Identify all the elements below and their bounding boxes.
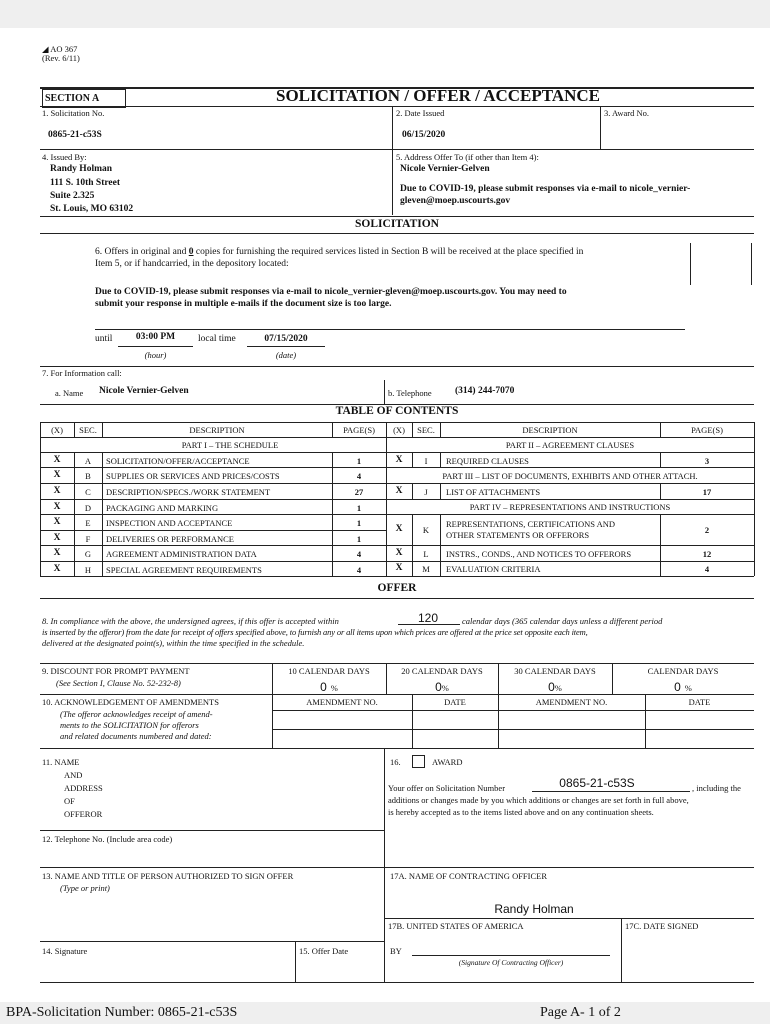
rule <box>440 452 441 467</box>
rule <box>40 663 754 664</box>
toc-sec: G <box>84 549 92 559</box>
footer-page-number: Page A- 1 of 2 <box>540 1005 621 1020</box>
item13-sub: (Type or print) <box>60 883 110 893</box>
toc-sec-k: K <box>422 525 430 535</box>
item8-text-d: delivered at the designated point(s), within the time specified in the schedule. <box>42 638 305 648</box>
issuer-suite: Suite 2.325 <box>50 191 95 201</box>
rule <box>247 346 325 347</box>
toc-mark-l[interactable]: X <box>395 548 403 558</box>
toc-pages-j: 17 <box>702 487 712 497</box>
item6-text <box>95 247 685 257</box>
discount-10-label: 10 CALENDAR DAYS <box>288 666 370 676</box>
rule <box>384 380 385 404</box>
covid-note-2: submit your response in multiple e-mails if the document size is too large. <box>95 299 392 309</box>
offer-to-name: Nicole Vernier-Gelven <box>400 164 490 174</box>
rule <box>40 941 384 942</box>
rule <box>40 233 754 234</box>
covid-note-1: Due to COVID-19, please submit responses via e-mail to nicole_vernier-gleven@moep.uscourts.gov. You may need to <box>95 287 567 297</box>
toc-pages: 4 <box>356 565 362 575</box>
toc-mark[interactable]: X <box>53 455 61 465</box>
toc-mark[interactable]: X <box>53 517 61 527</box>
toc-col-desc: DESCRIPTION <box>189 425 245 435</box>
award-label: AWARD <box>432 757 463 767</box>
toc-sec: F <box>85 534 91 544</box>
rule <box>40 499 386 500</box>
toc-header: TABLE OF CONTENTS <box>335 405 459 417</box>
item17a-label: 17A. NAME OF CONTRACTING OFFICER <box>390 871 548 881</box>
rule <box>386 483 754 484</box>
rule <box>386 561 754 562</box>
toc-pages: 1 <box>356 534 362 544</box>
rule <box>40 530 386 531</box>
toc-pages: 1 <box>356 456 362 466</box>
rule <box>40 216 754 217</box>
date-issued[interactable]: 06/15/2020 <box>402 130 446 140</box>
item6-text-b: copies for furnishing the required services listed in Section B will be received at the place specified in <box>195 247 584 257</box>
rule <box>386 514 754 515</box>
rule <box>40 422 754 423</box>
rule <box>40 467 386 468</box>
toc-part4: PART IV – REPRESENTATIONS AND INSTRUCTIONS <box>469 502 671 512</box>
rule <box>386 467 754 468</box>
deadline-hour[interactable]: 03:00 PM <box>135 332 176 342</box>
rule <box>40 982 754 983</box>
item16-number: 16. <box>390 757 401 767</box>
offer-to-email: gleven@moep.uscourts.gov <box>400 196 511 206</box>
toc-mark[interactable]: X <box>53 470 61 480</box>
toc-col-sec: SEC. <box>79 425 97 435</box>
item7-name-label: a. Name <box>55 388 84 398</box>
hour-caption: (hour) <box>144 350 167 360</box>
deadline-date[interactable]: 07/15/2020 <box>264 334 308 344</box>
discount-30[interactable] <box>498 678 612 696</box>
signature-by-label: BY <box>390 946 402 956</box>
toc-col-x: (X) <box>51 425 63 435</box>
item16-text-c: additions or changes made by you which additions or changes are set forth in full above, <box>388 795 689 805</box>
rule <box>751 243 752 285</box>
item12-label: 12. Telephone No. (Include area code) <box>42 834 173 844</box>
toc-desc-k2: OTHER STATEMENTS OR OFFERORS <box>446 530 590 540</box>
toc-pages-m: 4 <box>704 564 710 574</box>
item8-text-a: 8. In compliance with the above, the undersigned agrees, if this offer is accepted within <box>42 616 339 626</box>
discount-cal-label: CALENDAR DAYS <box>647 666 719 676</box>
item4-label: 4. Issued By: <box>42 152 87 162</box>
rule <box>95 329 685 330</box>
item17b-label: 17B. UNITED STATES OF AMERICA <box>388 921 524 931</box>
toc-col-pages: PAGE(S) <box>343 425 375 435</box>
item15-label: 15. Offer Date <box>299 946 349 956</box>
rule <box>440 483 441 499</box>
toc-pages: 1 <box>356 518 362 528</box>
discount-20-label: 20 CALENDAR DAYS <box>401 666 483 676</box>
rule <box>40 867 754 868</box>
until-label: until <box>95 334 113 344</box>
issuer-city: St. Louis, MO 63102 <box>50 204 134 214</box>
solicitation-header: SOLICITATION <box>355 218 439 230</box>
acceptance-days[interactable]: 120 <box>417 611 439 625</box>
item11-l5: OFFEROR <box>64 809 103 819</box>
section-label: SECTION A <box>42 89 126 108</box>
rule <box>40 514 386 515</box>
rule <box>272 710 754 711</box>
discount-20[interactable] <box>386 678 498 696</box>
toc-part3: PART III – LIST OF DOCUMENTS, EXHIBITS AND OTHER ATTACH. <box>442 471 698 481</box>
amend-date-col-2: DATE <box>688 697 711 707</box>
item5-label: 5. Address Offer To (if other than Item 4): <box>396 152 539 162</box>
toc-pages: 27 <box>354 487 364 497</box>
toc-col-pages-right: PAGE(S) <box>691 425 723 435</box>
item3-label: 3. Award No. <box>604 108 650 118</box>
toc-desc: PACKAGING AND MARKING <box>106 503 219 513</box>
rule <box>384 748 385 982</box>
toc-col-desc-right: DESCRIPTION <box>522 425 578 435</box>
toc-pages-k: 2 <box>704 525 710 535</box>
toc-desc-i: REQUIRED CLAUSES <box>446 456 529 466</box>
toc-pages: 4 <box>356 549 362 559</box>
form-revision: (Rev. 6/11) <box>42 53 80 63</box>
rule <box>40 452 754 453</box>
toc-sec: B <box>85 471 91 481</box>
item9-label: 9. DISCOUNT FOR PROMPT PAYMENT <box>42 666 190 676</box>
solicitation-number[interactable]: 0865-21-c53S <box>48 130 102 140</box>
item16-text-d: is hereby accepted as to the items listed above and on any continuation sheets. <box>388 807 654 817</box>
rule <box>600 106 601 150</box>
item1-label: 1. Solicitation No. <box>42 108 105 118</box>
toc-desc-k1: REPRESENTATIONS, CERTIFICATIONS AND <box>446 519 616 529</box>
award-solicitation-number[interactable]: 0865-21-c53S <box>559 776 635 790</box>
item6-text-c: Item 5, or if handcarried, in the depository located: <box>95 259 289 269</box>
rule <box>532 791 690 792</box>
offer-header: OFFER <box>377 582 417 594</box>
form-number: ◢ AO 367 <box>42 44 78 54</box>
toc-pages-l: 12 <box>702 549 712 559</box>
signature-caption: (Signature Of Contracting Officer) <box>458 958 564 967</box>
footer-solicitation-number: BPA-Solicitation Number: 0865-21-c53S <box>6 1005 238 1020</box>
toc-desc-l: INSTRS., CONDS., AND NOTICES TO OFFERORS <box>446 549 632 559</box>
discount-20-value: 0 <box>435 680 442 694</box>
toc-mark-i[interactable]: X <box>395 455 403 465</box>
item2-label: 2. Date Issued <box>396 108 445 118</box>
amend-no-col-2: AMENDMENT NO. <box>535 697 608 707</box>
toc-desc: DESCRIPTION/SPECS./WORK STATEMENT <box>106 487 271 497</box>
item8-text-c: is inserted by the offeror) from the date for receipt of offers specified above, to furnish any or all items upon which prices are offered at the price set opposite each item, <box>42 627 588 637</box>
toc-mark-m[interactable]: X <box>395 563 403 573</box>
amend-date-col-1: DATE <box>444 697 466 707</box>
discount-cal-value: 0 <box>674 680 681 694</box>
item11-l2: AND <box>64 770 83 780</box>
item10-sub1: (The offeror acknowledges receipt of amend- <box>60 709 213 719</box>
rule <box>40 545 386 546</box>
item8-text-b: calendar days (365 calendar days unless a different period <box>462 616 663 626</box>
form-number-text: AO 367 <box>50 44 78 54</box>
item16-text-a: Your offer on Solicitation Number <box>388 783 506 793</box>
item16-text-b: , including the <box>692 783 741 793</box>
item6-text-a: 6. Offers in original and <box>95 247 187 257</box>
rule <box>621 918 622 982</box>
rule <box>40 576 754 577</box>
rule <box>40 366 754 367</box>
percent-sign: % <box>441 683 449 693</box>
item7-label: 7. For Information call: <box>42 368 122 378</box>
offer-to-note: Due to COVID-19, please submit responses via e-mail to nicole_vernier- <box>400 184 691 194</box>
toc-desc: SPECIAL AGREEMENT REQUIREMENTS <box>106 565 262 575</box>
toc-mark[interactable]: X <box>53 502 61 512</box>
rule <box>384 918 754 919</box>
rule <box>40 830 384 831</box>
rule <box>40 483 386 484</box>
toc-sec: H <box>84 565 92 575</box>
copies-count[interactable]: 0 <box>188 247 194 257</box>
rule <box>398 624 460 625</box>
discount-30-value: 0 <box>548 680 555 694</box>
officer-signature-line[interactable] <box>412 955 610 956</box>
issuer-street: 111 S. 10th Street <box>50 178 121 188</box>
toc-sec: E <box>85 518 91 528</box>
rule <box>40 598 754 599</box>
rule <box>392 149 393 215</box>
toc-mark[interactable]: X <box>53 548 61 558</box>
discount-cal[interactable] <box>612 678 754 696</box>
percent-sign: % <box>330 683 338 693</box>
local-time-label: local time <box>198 334 236 344</box>
item11-label: 11. NAME <box>42 757 80 767</box>
top-bar <box>0 0 770 28</box>
rule <box>40 149 754 150</box>
rule <box>754 422 755 576</box>
item7-tel-label: b. Telephone <box>388 388 432 398</box>
toc-sec: A <box>84 456 92 466</box>
rule <box>40 437 754 438</box>
toc-part2: PART II – AGREEMENT CLAUSES <box>505 440 635 450</box>
discount-30-label: 30 CALENDAR DAYS <box>514 666 596 676</box>
toc-pages: 1 <box>356 503 362 513</box>
rule <box>386 499 754 500</box>
percent-sign: % <box>554 683 562 693</box>
toc-mark-j[interactable]: X <box>395 486 403 496</box>
toc-desc: INSPECTION AND ACCEPTANCE <box>106 518 233 528</box>
toc-sec: C <box>85 487 91 497</box>
toc-sec-l: L <box>423 549 429 559</box>
toc-sec: D <box>84 503 92 513</box>
rule <box>40 748 754 749</box>
info-contact-name[interactable]: Nicole Vernier-Gelven <box>99 386 189 396</box>
item14-label: 14. Signature <box>42 946 88 956</box>
toc-pages-i: 3 <box>704 456 710 466</box>
item11-l3: ADDRESS <box>64 783 103 793</box>
amend-no-col-1: AMENDMENT NO. <box>306 697 378 707</box>
toc-desc: DELIVERIES OR PERFORMANCE <box>106 534 234 544</box>
rule <box>295 941 296 982</box>
rule <box>40 561 386 562</box>
toc-desc-m: EVALUATION CRITERIA <box>446 564 541 574</box>
rule <box>118 346 193 347</box>
percent-sign: % <box>684 683 692 693</box>
toc-col-sec-right: SEC. <box>417 425 435 435</box>
rule <box>40 106 754 107</box>
item17c-label: 17C. DATE SIGNED <box>625 921 699 931</box>
rule <box>392 106 393 150</box>
rule <box>386 545 754 546</box>
date-caption: (date) <box>275 350 297 360</box>
toc-sec-i: I <box>424 456 428 466</box>
item9-sub: (See Section I, Clause No. 52-232-8) <box>56 678 181 688</box>
info-contact-phone[interactable]: (314) 244-7070 <box>455 386 515 396</box>
discount-10[interactable] <box>272 678 386 696</box>
item10-sub3: and related documents numbered and dated: <box>60 731 212 741</box>
toc-mark-k[interactable]: X <box>395 524 403 534</box>
toc-desc-j: LIST OF ATTACHMENTS <box>446 487 541 497</box>
award-checkbox[interactable] <box>412 755 425 768</box>
page-title: SOLICITATION / OFFER / ACCEPTANCE <box>276 86 600 105</box>
toc-desc: AGREEMENT ADMINISTRATION DATA <box>106 549 257 559</box>
issuer-name: Randy Holman <box>50 164 113 174</box>
item11-l4: OF <box>64 796 75 806</box>
item10-sub2: ments to the SOLICITATION for offerors <box>60 720 199 730</box>
toc-mark[interactable]: X <box>53 533 61 543</box>
item13-label: 13. NAME AND TITLE OF PERSON AUTHORIZED TO SIGN OFFER <box>42 871 294 881</box>
item10-label: 10. ACKNOWLEDGEMENT OF AMENDMENTS <box>42 697 219 707</box>
discount-10-value: 0 <box>320 680 327 694</box>
toc-col-x-right: (X) <box>393 425 405 435</box>
toc-sec-m: M <box>422 564 430 574</box>
rule <box>272 729 754 730</box>
toc-mark[interactable]: X <box>53 486 61 496</box>
toc-pages: 4 <box>356 471 362 481</box>
toc-mark[interactable]: X <box>53 564 61 574</box>
rule <box>690 243 691 285</box>
toc-desc: SOLICITATION/OFFER/ACCEPTANCE <box>106 456 250 466</box>
toc-sec-j: J <box>424 487 428 497</box>
toc-desc: SUPPLIES OR SERVICES AND PRICES/COSTS <box>106 471 280 481</box>
contracting-officer-name[interactable]: Randy Holman <box>494 902 574 916</box>
toc-part1: PART I – THE SCHEDULE <box>181 440 279 450</box>
